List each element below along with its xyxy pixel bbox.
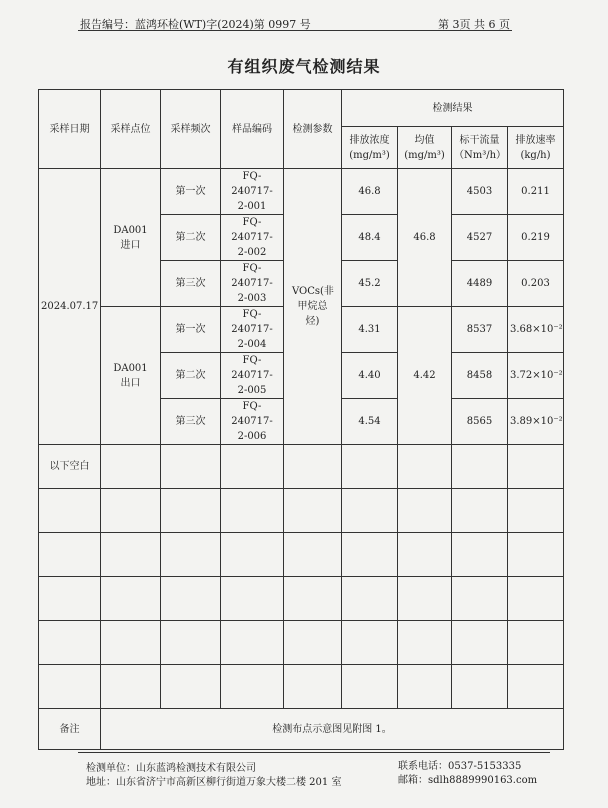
standard-flow: 4503 <box>452 169 508 215</box>
remark-label: 备注 <box>39 709 101 750</box>
sampling-freq: 第二次 <box>161 353 221 399</box>
table-row <box>39 169 564 215</box>
col-header-flow: 标干流量 （Nm³/h） <box>452 127 508 169</box>
standard-flow: 4489 <box>452 261 508 307</box>
page-number: 第 3页 共 6 页 <box>438 18 510 31</box>
footer-unit: 检测单位：山东蓝鸿检测技术有限公司 <box>86 763 256 774</box>
blank-row <box>39 489 564 533</box>
emission-rate: 0.203 <box>508 261 564 307</box>
col-header-result: 检测结果 <box>342 90 564 127</box>
standard-flow: 4527 <box>452 215 508 261</box>
sampling-freq: 第二次 <box>161 215 221 261</box>
header-rule <box>78 30 512 31</box>
footer-address: 地址：山东省济宁市高新区柳行街道万象大楼二楼 201 室 <box>86 777 342 788</box>
results-table <box>38 89 564 750</box>
col-header-param: 检测参数 <box>284 90 342 169</box>
average-value: 4.42 <box>398 307 452 445</box>
blank-row <box>39 665 564 709</box>
col-header-freq: 采样频次 <box>161 90 221 169</box>
report-number: 报告编号：蓝鸿环检(WT)字(2024)第 0997 号 <box>80 18 311 31</box>
sample-code: FQ-240717-2-001 <box>221 169 284 215</box>
footer-rule <box>78 752 550 753</box>
emission-concentration: 48.4 <box>342 215 398 261</box>
col-header-point: 采样点位 <box>101 90 161 169</box>
sampling-freq: 第一次 <box>161 307 221 353</box>
blank-row <box>39 621 564 665</box>
col-header-conc: 排放浓度 (mg/m³) <box>342 127 398 169</box>
emission-concentration: 45.2 <box>342 261 398 307</box>
blank-note: 以下空白 <box>39 445 101 489</box>
sample-code: FQ-240717-2-006 <box>221 399 284 445</box>
test-parameter: VOCs(非甲烷总烃) <box>284 169 342 445</box>
sampling-freq: 第一次 <box>161 169 221 215</box>
emission-concentration: 4.31 <box>342 307 398 353</box>
blank-row <box>39 533 564 577</box>
emission-concentration: 4.54 <box>342 399 398 445</box>
remark-row <box>39 709 564 750</box>
sampling-point: DA001 进口 <box>101 169 161 307</box>
standard-flow: 8565 <box>452 399 508 445</box>
emission-rate: 3.89×10⁻² <box>508 399 564 445</box>
col-header-avg: 均值 (mg/m³) <box>398 127 452 169</box>
standard-flow: 8537 <box>452 307 508 353</box>
col-header-date: 采样日期 <box>39 90 101 169</box>
blank-row <box>39 577 564 621</box>
sampling-point: DA001 出口 <box>101 307 161 445</box>
emission-rate: 3.68×10⁻² <box>508 307 564 353</box>
sampling-freq: 第三次 <box>161 399 221 445</box>
sample-code: FQ-240717-2-002 <box>221 215 284 261</box>
remark-text: 检测布点示意图见附图 1。 <box>101 709 564 750</box>
blank-row <box>39 445 564 489</box>
col-header-rate: 排放速率 (kg/h) <box>508 127 564 169</box>
emission-concentration: 46.8 <box>342 169 398 215</box>
sample-code: FQ-240717-2-004 <box>221 307 284 353</box>
emission-concentration: 4.40 <box>342 353 398 399</box>
sample-code: FQ-240717-2-005 <box>221 353 284 399</box>
footer-phone: 联系电话：0537-5153335 <box>398 761 522 772</box>
sampling-freq: 第三次 <box>161 261 221 307</box>
page-title: 有组织废气检测结果 <box>227 57 381 76</box>
emission-rate: 0.219 <box>508 215 564 261</box>
sampling-date: 2024.07.17 <box>39 169 101 445</box>
emission-rate: 0.211 <box>508 169 564 215</box>
standard-flow: 8458 <box>452 353 508 399</box>
emission-rate: 3.72×10⁻² <box>508 353 564 399</box>
col-header-code: 样品编码 <box>221 90 284 169</box>
footer-email: 邮箱：sdlh8889990163.com <box>398 775 538 786</box>
average-value: 46.8 <box>398 169 452 307</box>
sample-code: FQ-240717-2-003 <box>221 261 284 307</box>
